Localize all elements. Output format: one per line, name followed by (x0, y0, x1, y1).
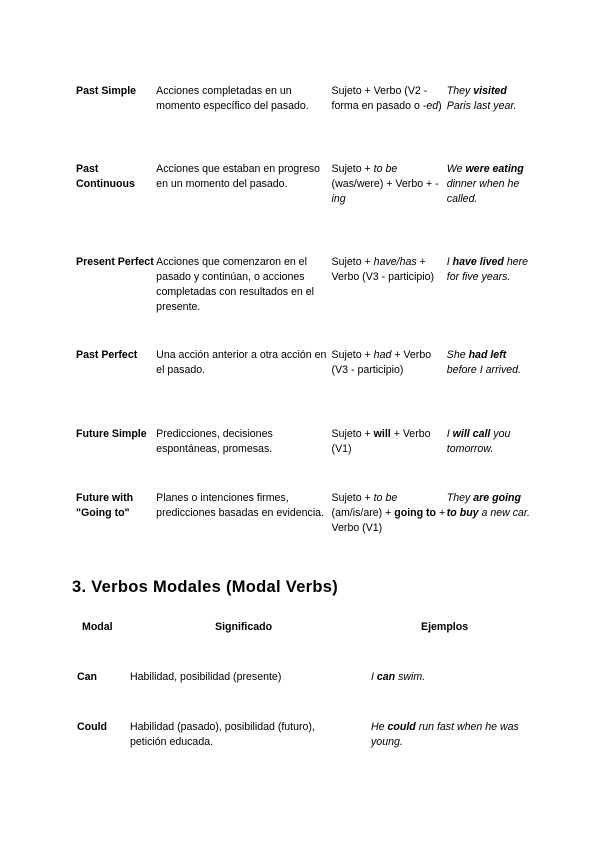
tense-name: Past Perfect (76, 349, 138, 361)
tense-example: I will call you tomorrow. (446, 428, 511, 455)
modal-verbs-heading: 3. Verbos Modales (Modal Verbs) (72, 578, 339, 596)
bold-text: will call (452, 428, 491, 440)
italic-text: ing (331, 193, 346, 205)
modal-example: He could run fast when he was young. (371, 721, 519, 748)
bold-text: will (373, 428, 391, 440)
tense-use: Planes o intenciones firmes, predicciones basadas en evidencia. (156, 492, 325, 519)
table-row (70, 491, 532, 541)
table-row (70, 162, 532, 255)
tense-structure: Sujeto + will + Verbo (V1) (331, 428, 431, 455)
modal-meaning: Habilidad, posibilidad (presente) (130, 671, 282, 683)
modal-name: Could (77, 721, 108, 733)
italic-text: to be (373, 492, 398, 504)
examples-column-header: Ejemplos (421, 621, 469, 633)
tense-structure: Sujeto + Verbo (V2 - forma en pasado o -ed) (331, 85, 442, 112)
tense-structure: Sujeto + have/has + Verbo (V3 - participio) (331, 256, 434, 283)
modal-column-header: Modal (82, 621, 113, 633)
tense-example: We were eating dinner when he called. (446, 163, 524, 205)
bold-text: are going to buy (446, 492, 521, 519)
modal-name: Can (77, 671, 98, 683)
table-row (70, 84, 532, 162)
tense-use: Acciones que comenzaron en el pasado y continúan, o acciones completadas con resultados en el presente. (156, 256, 314, 313)
tense-example: They visited Paris last year. (446, 85, 517, 112)
bold-text: had left (468, 349, 507, 361)
tense-example: They are going to buy a new car. (446, 492, 530, 519)
modal-meaning: Habilidad (pasado), posibilidad (futuro), petición educada. (130, 721, 315, 748)
tense-name: Present Perfect (76, 256, 154, 268)
tense-use: Predicciones, decisiones espontáneas, promesas. (156, 428, 273, 455)
modal-example: I can swim. (371, 671, 426, 683)
tense-name: Past Simple (76, 85, 137, 97)
tense-structure: Sujeto + had + Verbo (V3 - participio) (331, 349, 432, 376)
table-row (70, 427, 532, 491)
tense-structure: Sujeto + to be (was/were) + Verbo + -ing (331, 163, 439, 205)
tense-use: Una acción anterior a otra acción en el pasado. (156, 349, 327, 376)
table-row (70, 348, 532, 427)
italic-text: have/has (373, 256, 417, 268)
bold-text: have lived (452, 256, 504, 268)
bold-text: could (387, 721, 416, 733)
bold-text: visited (473, 85, 507, 97)
tense-name: Future with "Going to" (76, 492, 134, 519)
bold-text: going to (394, 507, 437, 519)
tense-use: Acciones completadas en un momento específico del pasado. (156, 85, 309, 112)
meaning-column-header: Significado (215, 621, 273, 633)
tense-name: Past Continuous (76, 163, 135, 190)
tense-example: I have lived here for five years. (446, 256, 529, 283)
tense-name: Future Simple (76, 428, 147, 440)
italic-text: had (373, 349, 392, 361)
table-row (70, 255, 532, 348)
tense-structure: Sujeto + to be (am/is/are) + going to + Verbo (V1) (331, 492, 446, 534)
bold-text: can (376, 671, 396, 683)
tense-use: Acciones que estaban en progreso en un momento del pasado. (156, 163, 320, 190)
verb-tenses-table (70, 84, 532, 541)
bold-text: were eating (465, 163, 524, 175)
tense-example: She had left before I arrived. (446, 349, 521, 376)
italic-text: ed (426, 100, 439, 112)
italic-text: to be (373, 163, 398, 175)
